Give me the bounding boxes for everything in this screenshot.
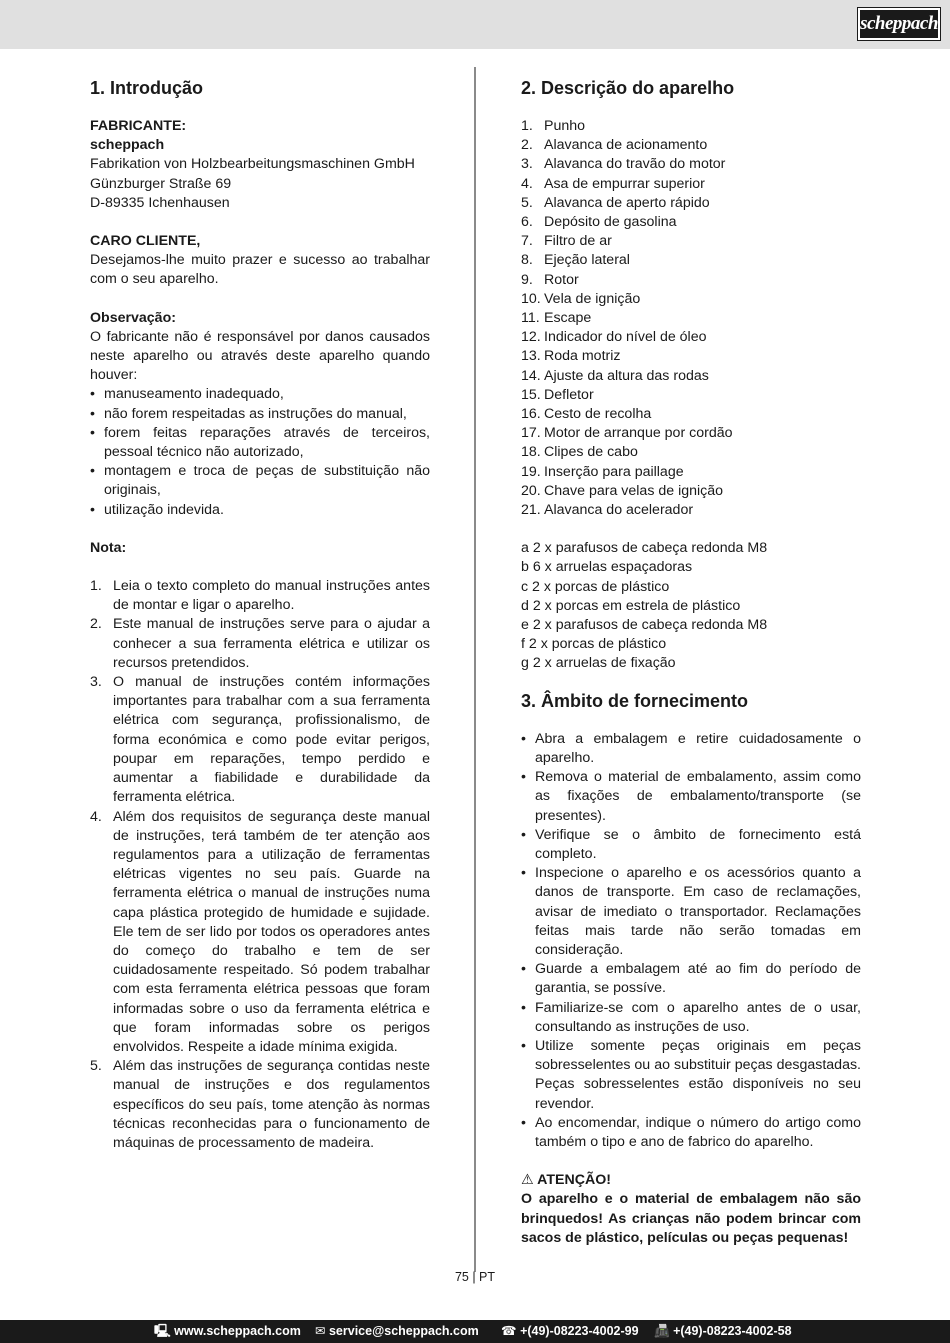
list-item: 11. Escape <box>521 310 592 327</box>
list-item: • Abra a embalagem e retire cuidadosamente o aparelho. <box>521 730 861 768</box>
list-item: 3. Alavanca do travão do motor <box>521 156 726 173</box>
list-item: 14. Ajuste da altura das rodas <box>521 367 709 384</box>
phone-icon: ☎ <box>501 1324 517 1338</box>
list-item: • Utilize somente peças originais em peças sobresselentes ou ao substituir peças desgastadas. Peças sobresselentes estão disponíveis no seu revendor. <box>521 1037 861 1114</box>
warning-text: O aparelho e o material de embalagem não são brinquedos! As crianças não podem brincar com sacos de plástico, películas ou peças pequenas! <box>521 1191 861 1246</box>
list-item: 2. Este manual de instruções serve para o ajudar a conhecer a sua ferramenta elétrica e utilizar os recursos pretendidos. <box>90 616 430 671</box>
list-item: 1. Punho <box>521 118 586 134</box>
section-title-description: 2. Descrição do aparelho <box>521 78 735 98</box>
computer-icon: 🖳 <box>154 1324 171 1338</box>
footer-email[interactable]: ✉ service@scheppach.com <box>315 1324 479 1338</box>
column-divider <box>474 67 476 1272</box>
warning-heading <box>521 1171 861 1190</box>
note-label: Observação: <box>90 309 176 326</box>
warning-label: ATENÇÃO! <box>537 1172 611 1189</box>
address-line: Fabrikation von Holzbearbeitungsmaschinen GmbH <box>90 156 415 173</box>
page-number: 75 | PT <box>454 1270 496 1284</box>
parts-list <box>521 117 861 520</box>
footer-bar <box>0 1320 950 1343</box>
list-item: 18. Clipes de cabo <box>521 444 638 461</box>
list-item: 6. Depósito de gasolina <box>521 214 677 231</box>
list-item: • Remova o material de embalamento, assim como as fixações de embalamento/transporte (se presentes). <box>521 768 861 826</box>
list-item: • montagem e troca de peças de substituição não originais, <box>90 462 430 500</box>
nota-list <box>90 577 430 1153</box>
accessory-item: b 6 x arruelas espaçadoras <box>521 559 693 576</box>
section-title-introduction: 1. Introdução <box>90 78 204 98</box>
list-item: • Ao encomendar, indique o número do artigo como também o tipo e ano de fabrico do aparelho. <box>521 1114 861 1152</box>
list-item: • forem feitas reparações através de terceiros, pessoal técnico não autorizado, <box>90 424 430 462</box>
mail-icon: ✉ <box>315 1324 326 1338</box>
list-item: • Familiarize-se com o aparelho antes de o usar, consultando as instruções de uso. <box>521 999 861 1037</box>
list-item: 4. Além dos requisitos de segurança deste manual de instruções, terá também de ter atenção aos regulamentos para a utilização de ferramentas elétricas vigentes no seu país. Guarde na ferramenta elétrica o manual de instruções numa capa plástica protegido de humidade e sujidade. Ele tem de ser lido por todos os operadores antes do começo do trabalho e tem de ser cuidadosamente respeitado. Só podem trabalhar com esta ferramenta elétrica pessoas que foram informadas sobre o uso da ferramenta elétrica e que foram informadas sobre os perigos envolvidos. Respeite a idade mínima exigida. <box>90 808 430 1055</box>
accessory-item: f 2 x porcas de plástico <box>521 636 667 653</box>
list-item: 8. Ejeção lateral <box>521 252 630 269</box>
dear-customer-text: Desejamos-lhe muito prazer e sucesso ao trabalhar com o seu aparelho. <box>90 252 430 288</box>
list-item: • utilização indevida. <box>90 501 430 520</box>
list-item: • não forem respeitadas as instruções do manual, <box>90 405 430 424</box>
right-column <box>521 76 861 1248</box>
fax-icon: 📠 <box>654 1324 670 1338</box>
note-text: O fabricante não é responsável por danos causados neste aparelho ou através deste aparelho quando houver: <box>90 328 430 384</box>
list-item: • Inspecione o aparelho e os acessórios quanto a danos de transporte. Em caso de reclamações, avisar de imediato o transportador. Reclamações feitas mais tarde não serão tomadas em consideração. <box>521 864 861 960</box>
list-item: 17. Motor de arranque por cordão <box>521 425 733 442</box>
list-item: 19. Inserção para paillage <box>521 463 684 480</box>
list-item: 3. O manual de instruções contém informações importantes para trabalhar com a sua ferramenta elétrica com segurança, profissionalismo, de forma económica e como pode evitar perigos, poupar em reparações, tempo perdido e aumentar a fiabilidade e durabilidade da ferramenta elétrica. <box>90 674 430 806</box>
list-item: 21. Alavanca do acelerador <box>521 502 694 519</box>
list-item: 2. Alavanca de acionamento <box>521 137 708 154</box>
address-line: Günzburger Straße 69 <box>90 175 232 192</box>
list-item: 7. Filtro de ar <box>521 233 612 250</box>
list-item: 20. Chave para velas de ignição <box>521 482 724 499</box>
header-bar <box>0 0 950 49</box>
list-item: 10. Vela de ignição <box>521 290 641 307</box>
manufacturer-label: FABRICANTE: <box>90 118 187 134</box>
manufacturer-name: scheppach <box>90 137 165 154</box>
accessory-item: g 2 x arruelas de fixação <box>521 655 676 672</box>
list-item: • Verifique se o âmbito de fornecimento está completo. <box>521 826 861 864</box>
section-title-scope: 3. Âmbito de fornecimento <box>521 690 749 711</box>
footer-web[interactable]: 🖳 www.scheppach.com <box>154 1324 301 1338</box>
warning-icon: ⚠ <box>521 1172 534 1189</box>
address-line: D-89335 Ichenhausen <box>90 194 230 211</box>
list-item: 12. Indicador do nível de óleo <box>521 329 707 346</box>
list-item: 13. Roda motriz <box>521 348 621 365</box>
list-item: 15. Defletor <box>521 386 594 403</box>
scheppach-logo: scheppach <box>858 8 940 40</box>
list-item: 5. Além das instruções de segurança contidas neste manual de instruções e dos regulamentos específicos do seu país, tome atenção às normas técnicas reconhecidas para o funcionamento de máquinas de processamento de madeira. <box>90 1058 430 1151</box>
list-item: 9. Rotor <box>521 271 579 288</box>
left-column <box>90 76 430 1153</box>
list-item: 4. Asa de empurrar superior <box>521 175 705 192</box>
list-item: • Guarde a embalagem até ao fim do período de garantia, se possíve. <box>521 960 861 998</box>
accessory-item: d 2 x porcas em estrela de plástico <box>521 597 741 614</box>
list-item: 5. Alavanca de aperto rápido <box>521 194 710 211</box>
dear-customer-label: CARO CLIENTE, <box>90 233 201 250</box>
scope-list <box>521 730 861 1152</box>
nota-label: Nota: <box>90 539 127 556</box>
footer-phone[interactable]: ☎ +(49)-08223-4002-99 <box>501 1324 639 1338</box>
list-item: • manuseamento inadequado, <box>90 385 430 404</box>
accessory-item: c 2 x porcas de plástico <box>521 578 670 595</box>
accessories-list <box>521 539 861 673</box>
list-item: 1. Leia o texto completo do manual instruções antes de montar e ligar o aparelho. <box>90 578 430 614</box>
list-item: 16. Cesto de recolha <box>521 406 652 423</box>
accessory-item: a 2 x parafusos de cabeça redonda M8 <box>521 540 768 557</box>
note-list <box>90 385 430 519</box>
accessory-item: e 2 x parafusos de cabeça redonda M8 <box>521 617 768 634</box>
footer-fax: 📠 +(49)-08223-4002-58 <box>654 1324 792 1338</box>
